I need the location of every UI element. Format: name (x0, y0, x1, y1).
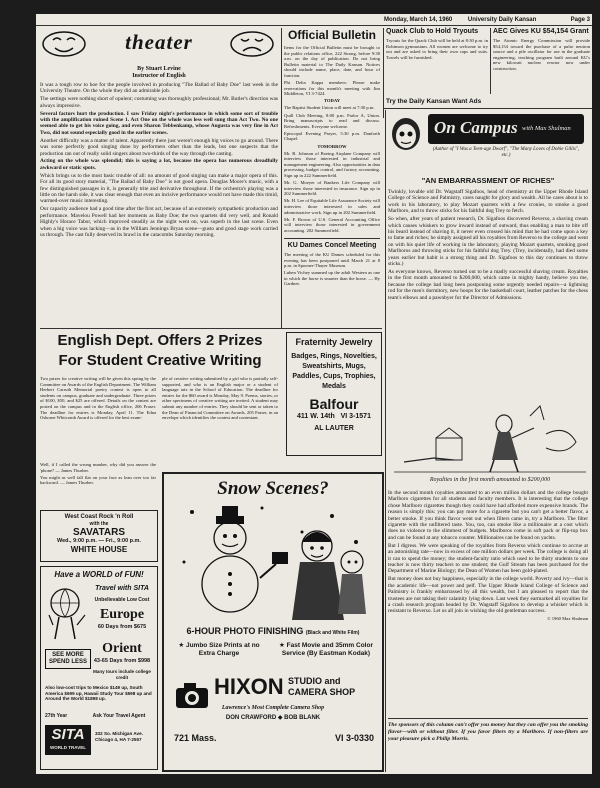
dames-title: KU Dames Concel Meeting (287, 242, 377, 249)
sita-europe-detail: 60 Days from $675 (97, 624, 147, 630)
snowman-illustration-icon (172, 502, 374, 624)
hixon-people: DON CRAWFORD ◆ BOB BLANK (225, 715, 321, 721)
savatars-venue: WHITE HOUSE (70, 545, 128, 554)
english-col-2: ple of creative writing submitted by a girl who is partially self-supported, and who is an English major or a student of language arts in the School of Education. The deadline for entries for the $60 award is Monday, May 9. Poems, stories, or other specimens of creative writing are invited. A student may submit any number of entries. They should be sent or taken to the Dean of Financial Committee on Awards, 205 Fraser, in an envelope which identifies the contest and contestant. (162, 376, 278, 421)
sita-also: Also low-cost trips to Mexico $149 up, South America $699 up, Hawaii Study Tour $598 up and Around the World $1898 up. (45, 685, 152, 702)
sita-orient-detail: 43-65 Days from $998 (93, 658, 151, 664)
hixon-jumbo-text: Jumbo Size Prints at no Extra Charge (185, 642, 260, 657)
savatars-line-2: with the (89, 521, 109, 527)
sita-orient: Orient (102, 641, 142, 656)
campus-paragraph: But money does not buy happiness, especially in the college world. Poverty and ivy—that is the academic life—not power and pelf. The Upper Rhode Island College of Science and Palmistry is frankly embarrassed by all this wealth, but I am pleased to report that the trustees are not taking their calamity lying down. Last week they earmarked all royalties for a crash research program headed by Dr. Wagstaff Sigafoos to develop a whisker which is resistant to Reverso. Let us all join in wishing the old gentleman success. (388, 576, 588, 615)
campus-body-continued (388, 490, 588, 714)
section-rule (284, 238, 380, 239)
sita-unbelievable: Unbelievable Low Cost (94, 597, 150, 603)
savatars-time: Wed., 9:00 p.m. — Fri., 9:00 p.m. (57, 538, 141, 544)
english-col-1: Two prizes for creative writing will be given this spring by the Committee on Awards of the English Department. The William Herbert Carruth Memorial poetry contest is open to all students on campus, graduate and undergraduate. Three prizes of $100, $50, and $25 are offered. Details on the contest are posted on the campus and in the English office, 206 Fraser. The deadline for entries is Monday, April 11. The Edna Osborne Whitcomb Award is offered for the best exam- (40, 376, 156, 421)
bulletin-item: The Baptist Student Union will meet at 7:30 p.m. (284, 105, 375, 111)
column-rule (383, 28, 384, 118)
hixon-name: HIXON (214, 674, 284, 699)
filler-quotes (40, 462, 156, 506)
masthead-date: Monday, March 14, 1960 (384, 17, 453, 23)
campus-paragraph: So when, after years of patient research, Dr. Sigafoos discovered Reverso, a shaving cream which causes whiskers to grow inward instead of outward, thus enabling a man to bite off his beard instead of shaving it, it never even crossed his mind that he had come upon a key to fame and riches; he simply assigned all his royalties from Reverso to the college and went on with his quiet life of working in the laboratory, playing Mozart quartets, smoking good Marlboros and throwing sticks for his faithful dog Trey. (Trey, incidentally, had died some years earlier but habit is a strong thing and Dr. Sigafoos to this day continues to throw sticks.) (388, 216, 588, 267)
campus-title: On Campus (434, 118, 518, 137)
sita-europe: Europe (99, 607, 145, 622)
theater-title: theater (125, 30, 193, 54)
hixon-studio: STUDIO and CAMERA SHOP (288, 676, 356, 697)
campus-sponsor: The sponsors of this column can't offer you money but they can offer you the smoking flavor—with or without filter. If you favor filters try a Marlboro. If non-filters are your pleasure pick a Philip Morris. (388, 722, 588, 742)
quack-title: Quack Club to Hold Tryouts (386, 28, 479, 35)
shulman-portrait-icon (388, 116, 424, 152)
hixon-jumbo: ★ Jumbo Size Prints at no Extra Charge (178, 642, 260, 657)
campus-paragraph: But I digress. We were speaking of the royalties from Reverso which continue to accrue at an astonishing rate—now in excess of one million dollars per week. The college is doing all it can to spend the money; the student-faculty ratio which used to be thirty students to one teacher is now thirty teachers to one student; the Gulf Stream has been purchased for the Department of Marine Biology; the Dean of Women has been gold-plated. (388, 542, 588, 575)
sita-address: 332 So. Michigan Ave. Chicago 4, HA 7-2557 (95, 731, 143, 742)
hixon-fast-text: Fast Movie and 35mm Color Service (By Eastman Kodak) (281, 642, 373, 657)
theater-paragraph: It was a tough row to hoe for the people involved in producing "The Ballad of Baby Doe" last week in the University Theatre. On the whole they did an admirable job. (40, 82, 278, 95)
section-rule (384, 108, 592, 109)
fraternity-person: AL LAUTER (314, 425, 354, 432)
campus-cartoon (394, 398, 586, 486)
bulletin-item: Mr. B. Johnson of Boeing Airplane Company will interview those interested in industrial and management engineering. Also opportunities in data processing, budget control, and factory accounting. Sign up in 222 Summerfield. (284, 150, 380, 178)
english-headline-2: For Student Creative Writing (58, 352, 262, 369)
column-rule (281, 28, 282, 328)
campus-paragraph: In the second month royalties amounted to an even million dollars and the college bought Marlboro cigarettes for all students and faculty members. It is interesting that the college chose Marlboro cigarettes though they could have had afforded more expensive brands. The reason is simply this: you can pay more for a cigarette but you can't get a better flavor, a better smoke. If you think flavor went out when filters came in, try a Marlboro. The filter cigarette with the unfiltered taste. You, too, can smoke like a millionaire at a cost which does no violence to the slimmest of budgets. Marlboros come in soft pack or flip-top box and can be found at any tobacco counter. Millionaires can be found on yachts. (388, 490, 588, 541)
theater-paragraph: The settings were nothing short of opulent; costuming was thoroughly professional; Mr. Butler's direction was always impressive. (40, 96, 278, 109)
theater-paragraph: Another difficulty was a matter of talent. Apparently there just weren't enough big voices to go around. There was some perfectly good singing done by performers other than the leads, but one suspects that the production ran out of really solid singers about two-thirds of the way through the casting. (40, 137, 278, 157)
sita-credit: Many tours include college credit (93, 669, 151, 680)
campus-copyright: © 1960 Max Shulman (547, 616, 588, 622)
campus-paragraph: Twinkly, lovable old Dr. Wagstaff Sigafoos, head of chemistry at the Upper Rhode Island College of Science and Palmistry, cares naught for glory and wealth. All he cares about is to work in his laboratory, to play Mozart quartets with a few cronies, to smoke a good Marlboro, and to throw sticks for his faithful dog Trey to fetch. (388, 189, 588, 215)
campus-body (388, 189, 588, 395)
bulletin-today-heading: TODAY (323, 98, 341, 104)
aec-text: The Atomic Energy Commission will provide $54,154 toward the purchase of a pulse neutron source and a pile oscillator for use in the graduate engineering, teaching program built around KU's new kilowatt nuclear reactor now under construction. (493, 38, 590, 71)
sita-logo-text: SITA (51, 726, 85, 743)
masthead-paper: University Daily Kansan (467, 17, 537, 23)
savatars-name: SAVATARS (72, 527, 126, 538)
fraternity-phone: VI 3-1571 (340, 413, 371, 420)
theater-paragraph: Which brings us to the most basic trouble of all: no amount of good singing can make a major opera of this. For all its good story material, "The Ballad of Baby Doe" is not good opera. Douglas Moore's music, with a few distinguished passages in it, is generally trite and derivative throughout. If the orchestra's playing was a little on the harsh side, it was clear enough that even an incisive performance would not have made this timid, warmed-over music interesting. (40, 172, 278, 205)
quack-text: Tryouts for the Quack Club will be held at 8:30 p.m. in Robinson gymnasium. All women are welcome to try out and are asked to bring their own caps and suits. Towels will be furnished. (386, 38, 488, 60)
english-headline-1: English Dept. Offers 2 Prizes (57, 332, 263, 349)
hixon-finishing-text: 6-HOUR PHOTO FINISHING (186, 626, 304, 636)
hixon-finishing (164, 626, 382, 639)
bulletin-title: Official Bulletin (287, 28, 376, 42)
theater-paragraph: Acting on the whole was splendid; this is saying a lot, because the opera has numerous dreadfully awkward or static spots. (40, 158, 278, 171)
campus-paragraph: As everyone knows, Reverso turned out to be a madly successful shaving cream. Royalties in the first month amounted to $200,000, which came in mighty handy, believe you me, because the college had long been postponing some urgently needed repairs—a lightning rod for the men's dormitory, new hoops for the basketball court, leather patches for the chess team's elbows and a pawnbyer for the Director of Admissions. (388, 268, 588, 301)
fraternity-contact (287, 412, 381, 421)
sita-logo (45, 725, 91, 755)
cartoon-illustration-icon (394, 398, 586, 476)
bulletin-item: Episcopal Evening Prayer, 5:30 p.m. Danforth Chapel. (284, 130, 380, 142)
hixon-bw: (Black and White Film) (305, 630, 360, 636)
bulletin-item: Quill Club Meeting, 8:00 p.m. Parlor A, Union. Bring manuscripts to read and discuss. Refreshments. Everyone welcome. (284, 112, 380, 129)
section-rule (40, 328, 382, 329)
sita-headline: Have a WORLD of FUN! (54, 570, 144, 579)
bulletin-item: Mr. H. Lee of Equitable Life Assurance Society will interview those interested in sales and administrative work. Sign up in 202 Summerfield. (284, 198, 380, 215)
hixon-fast: ★ Fast Movie and 35mm Color Service (By Eastman Kodak) (279, 642, 373, 657)
theater-role: Instructor of English (132, 73, 186, 79)
fraternity-items: Badges, Rings, Novelties, Sweatshirts, Mugs, Paddles, Cups, Trophies, Medals (291, 353, 377, 390)
cartoon-caption: Royalties in the first month amounted to $200,000 (429, 477, 551, 483)
sita-year: 27th Year (45, 713, 68, 719)
hixon-ad (162, 472, 384, 772)
savatars-ad (40, 510, 158, 562)
newspaper-page (36, 14, 592, 774)
dames-body (284, 252, 380, 314)
hixon-address: 721 Mass. (174, 733, 217, 743)
bulletin-intro: Items for the Official Bulletin must be brought to the public relations office, 222 Strong, before 9:30 a.m. on the day of publication. Do not bring Bulletin material to The Daily Kansan. Notices should include name, place, date, and hour of function. (284, 45, 380, 78)
filler-quote: Well, if I called the wrong number, why did you answer the 'phone? — James Thurber. (40, 462, 156, 473)
campus-headline: "AN EMBARRASSMENT OF RICHES" (421, 176, 555, 185)
theater-mask-right-icon (228, 30, 276, 58)
fraternity-ad (286, 332, 382, 456)
campus-author: (Author of "I Was a Teen-age Dwarf", "The Many Loves of Dobie Gillis", etc.) (432, 147, 580, 158)
want-ads: Try the Daily Kansan Want Ads (386, 98, 482, 105)
sita-logo-sub: WORLD TRAVEL (50, 745, 86, 750)
theater-body (40, 82, 278, 326)
aec-title: AEC Gives KU $54,154 Grant (493, 28, 589, 35)
sita-ad (40, 566, 158, 770)
theater-paragraph: Several factors hurt the production. I saw Friday night's performance in which some sort of trouble with the amplification ruined Scene 1. Act One on the whole was less well sung than Act Two. No one seemed able to get his voice going, and even Sharon Tebbenkamp, whose Augusta was very fine in Act Two, did not sound especially good in the earlier scenes. (40, 110, 278, 136)
sita-travel: Travel with SITA (95, 585, 149, 592)
fraternity-title: Fraternity Jewelry (295, 337, 373, 347)
campus-header (388, 112, 588, 158)
sita-ask: Ask Your Travel Agent (92, 713, 146, 719)
campus-with: with Max Shulman (522, 125, 571, 132)
hixon-phone: VI 3-0330 (334, 733, 374, 743)
theater-byline: By Stuart Levine (137, 66, 181, 72)
bulletin-body (284, 45, 380, 235)
bulletin-note: Phi Delta Kappa members: Please make reservations for this month's meeting with Jim Middleton, VI 3-7424. (284, 80, 380, 97)
globe-character-icon (45, 585, 89, 645)
theater-header (40, 28, 278, 60)
fraternity-address: 411 W. 14th (297, 413, 335, 420)
filler-quote: You might as well fall flat on your face as lean over too far backward. — James Thurber. (40, 474, 156, 486)
bulletin-item: Mr. G. Moeyer of Bankers Life Company will interview those interested in insurance. Sign up in 202 Summerfield. (284, 180, 380, 197)
dames-text: The meeting of the KU Dames scheduled for this evening has been postponed until March 21 at 8 p.m. in Spooner-Thayer Museum. (284, 252, 380, 269)
column-rule (490, 28, 491, 94)
dames-quote: Luben Vichey summed up the adult Western as one in which the horse is smarter than the horse. — Hy Gardner. (284, 270, 380, 287)
theater-paragraph: Our capacity audience had a good time after the first act, because of an extremely sympathetic production and performance. Mavelou Powell had her moments as Baby Doe; the two quartets did very well, and Ronald Highly's Horace Tabor, which improved steadily as the night went on, was superb in the last scene. Even when a big voice was lacking—as in the William Jennings Bryan scene—gusto and good stage work carried us through. The cast fully deserved its brawl in the catacombs Saturday morning. (40, 206, 278, 238)
sita-see-more: SEE MORE SPEND LESS (45, 649, 91, 669)
bulletin-tomorrow-heading: TOMORROW (317, 143, 347, 149)
campus-banner (428, 114, 584, 144)
fraternity-name: Balfour (309, 396, 359, 412)
masthead-rule (36, 25, 592, 26)
theater-mask-left-icon (40, 30, 88, 58)
hixon-tagline: Lawrence's Most Complete Camera Shop (221, 705, 325, 711)
column-rule (385, 110, 386, 772)
section-rule (388, 718, 588, 719)
savatars-line-1: West Coast Rock 'n Roll (64, 514, 134, 520)
masthead (384, 16, 590, 24)
hixon-headline: Snow Scenes? (217, 478, 329, 499)
masthead-page: Page 3 (570, 17, 590, 23)
bulletin-item: Mr. F. Brown of U.S. General Accounting Office will interview those interested in government accounting. 202 Summerfield. (284, 216, 380, 233)
